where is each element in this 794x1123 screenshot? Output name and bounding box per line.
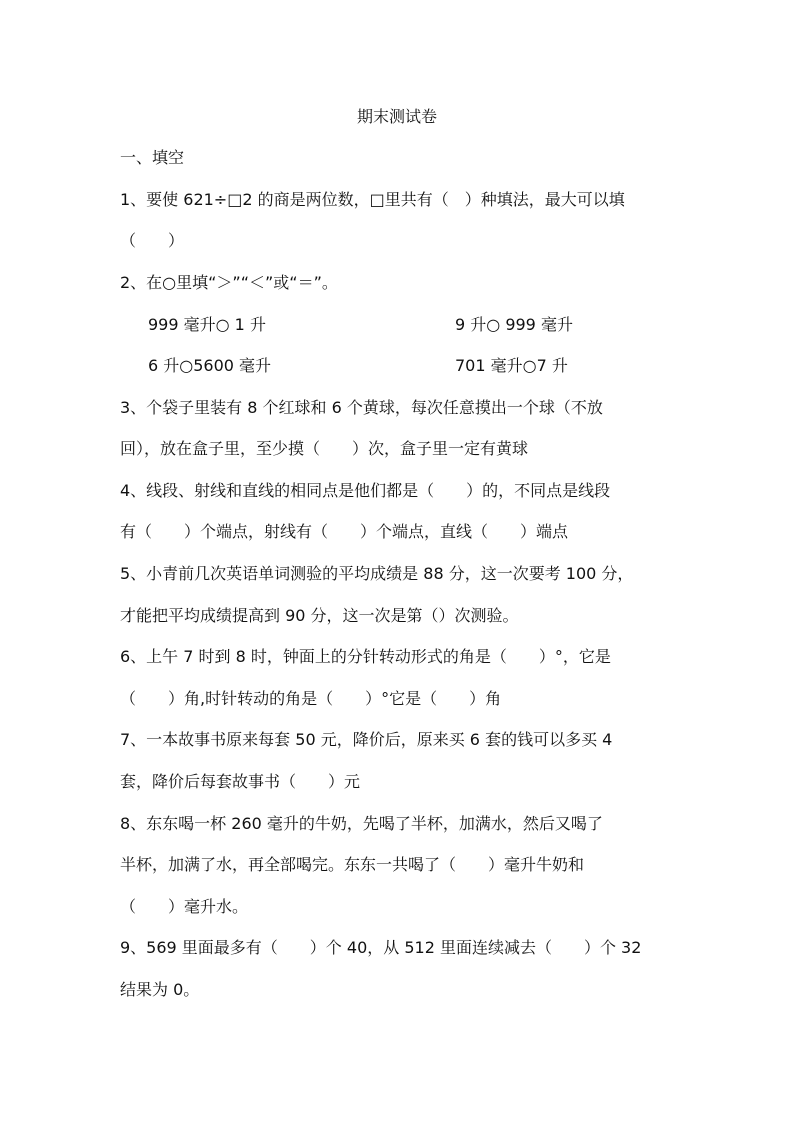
question-6-line-2: （ ）角,时针转动的角是（ ）°它是（ ）角 bbox=[120, 689, 502, 708]
question-7-line-1: 7、一本故事书原来每套 50 元，降价后，原来买 6 套的钱可以多买 4 bbox=[120, 730, 613, 749]
comparison-2-right: 701 毫升○7 升 bbox=[455, 356, 568, 375]
comparison-1-left: 999 毫升○ 1 升 bbox=[148, 315, 266, 334]
page-title: 期末测试卷 bbox=[356, 107, 437, 126]
question-2-line-1: 2、在○里填“＞”“＜”或“＝”。 bbox=[120, 273, 338, 292]
question-8-line-2: 半杯，加满了水，再全部喝完。东东一共喝了（ ）毫升牛奶和 bbox=[120, 855, 585, 874]
question-1-line-2: （ ） bbox=[120, 231, 185, 250]
question-7-line-2: 套，降价后每套故事书（ ）元 bbox=[120, 772, 361, 791]
comparison-1-right: 9 升○ 999 毫升 bbox=[455, 315, 573, 334]
question-4-line-2: 有（ ）个端点，射线有（ ）个端点，直线（ ）端点 bbox=[120, 522, 569, 541]
question-5-line-1: 5、小青前几次英语单词测验的平均成绩是 88 分，这一次要考 100 分， bbox=[120, 564, 634, 583]
section-heading: 一、填空 bbox=[120, 148, 185, 167]
question-1-line-1: 1、要使 621÷□2 的商是两位数，□里共有（ ）种填法，最大可以填 bbox=[120, 190, 625, 209]
question-3-line-2: 回），放在盒子里，至少摸（ ）次，盒子里一定有黄球 bbox=[120, 439, 529, 458]
question-9-line-1: 9、569 里面最多有（ ）个 40，从 512 里面连续减去（ ）个 32 bbox=[120, 938, 642, 957]
comparison-2-left: 6 升○5600 毫升 bbox=[148, 356, 272, 375]
question-8-line-3: （ ）毫升水。 bbox=[120, 897, 249, 916]
question-8-line-1: 8、东东喝一杯 260 毫升的牛奶，先喝了半杯，加满水，然后又喝了 bbox=[120, 814, 603, 833]
question-3-line-1: 3、个袋子里装有 8 个红球和 6 个黄球，每次任意摸出一个球（不放 bbox=[120, 398, 603, 417]
question-6-line-1: 6、上午 7 时到 8 时，钟面上的分针转动形式的角是（ ）°，它是 bbox=[120, 647, 611, 666]
question-9-line-2: 结果为 0。 bbox=[120, 980, 200, 999]
question-4-line-1: 4、线段、射线和直线的相同点是他们都是（ ）的，不同点是线段 bbox=[120, 481, 611, 500]
question-5-line-2: 才能把平均成绩提高到 90 分，这一次是第（）次测验。 bbox=[120, 606, 519, 625]
